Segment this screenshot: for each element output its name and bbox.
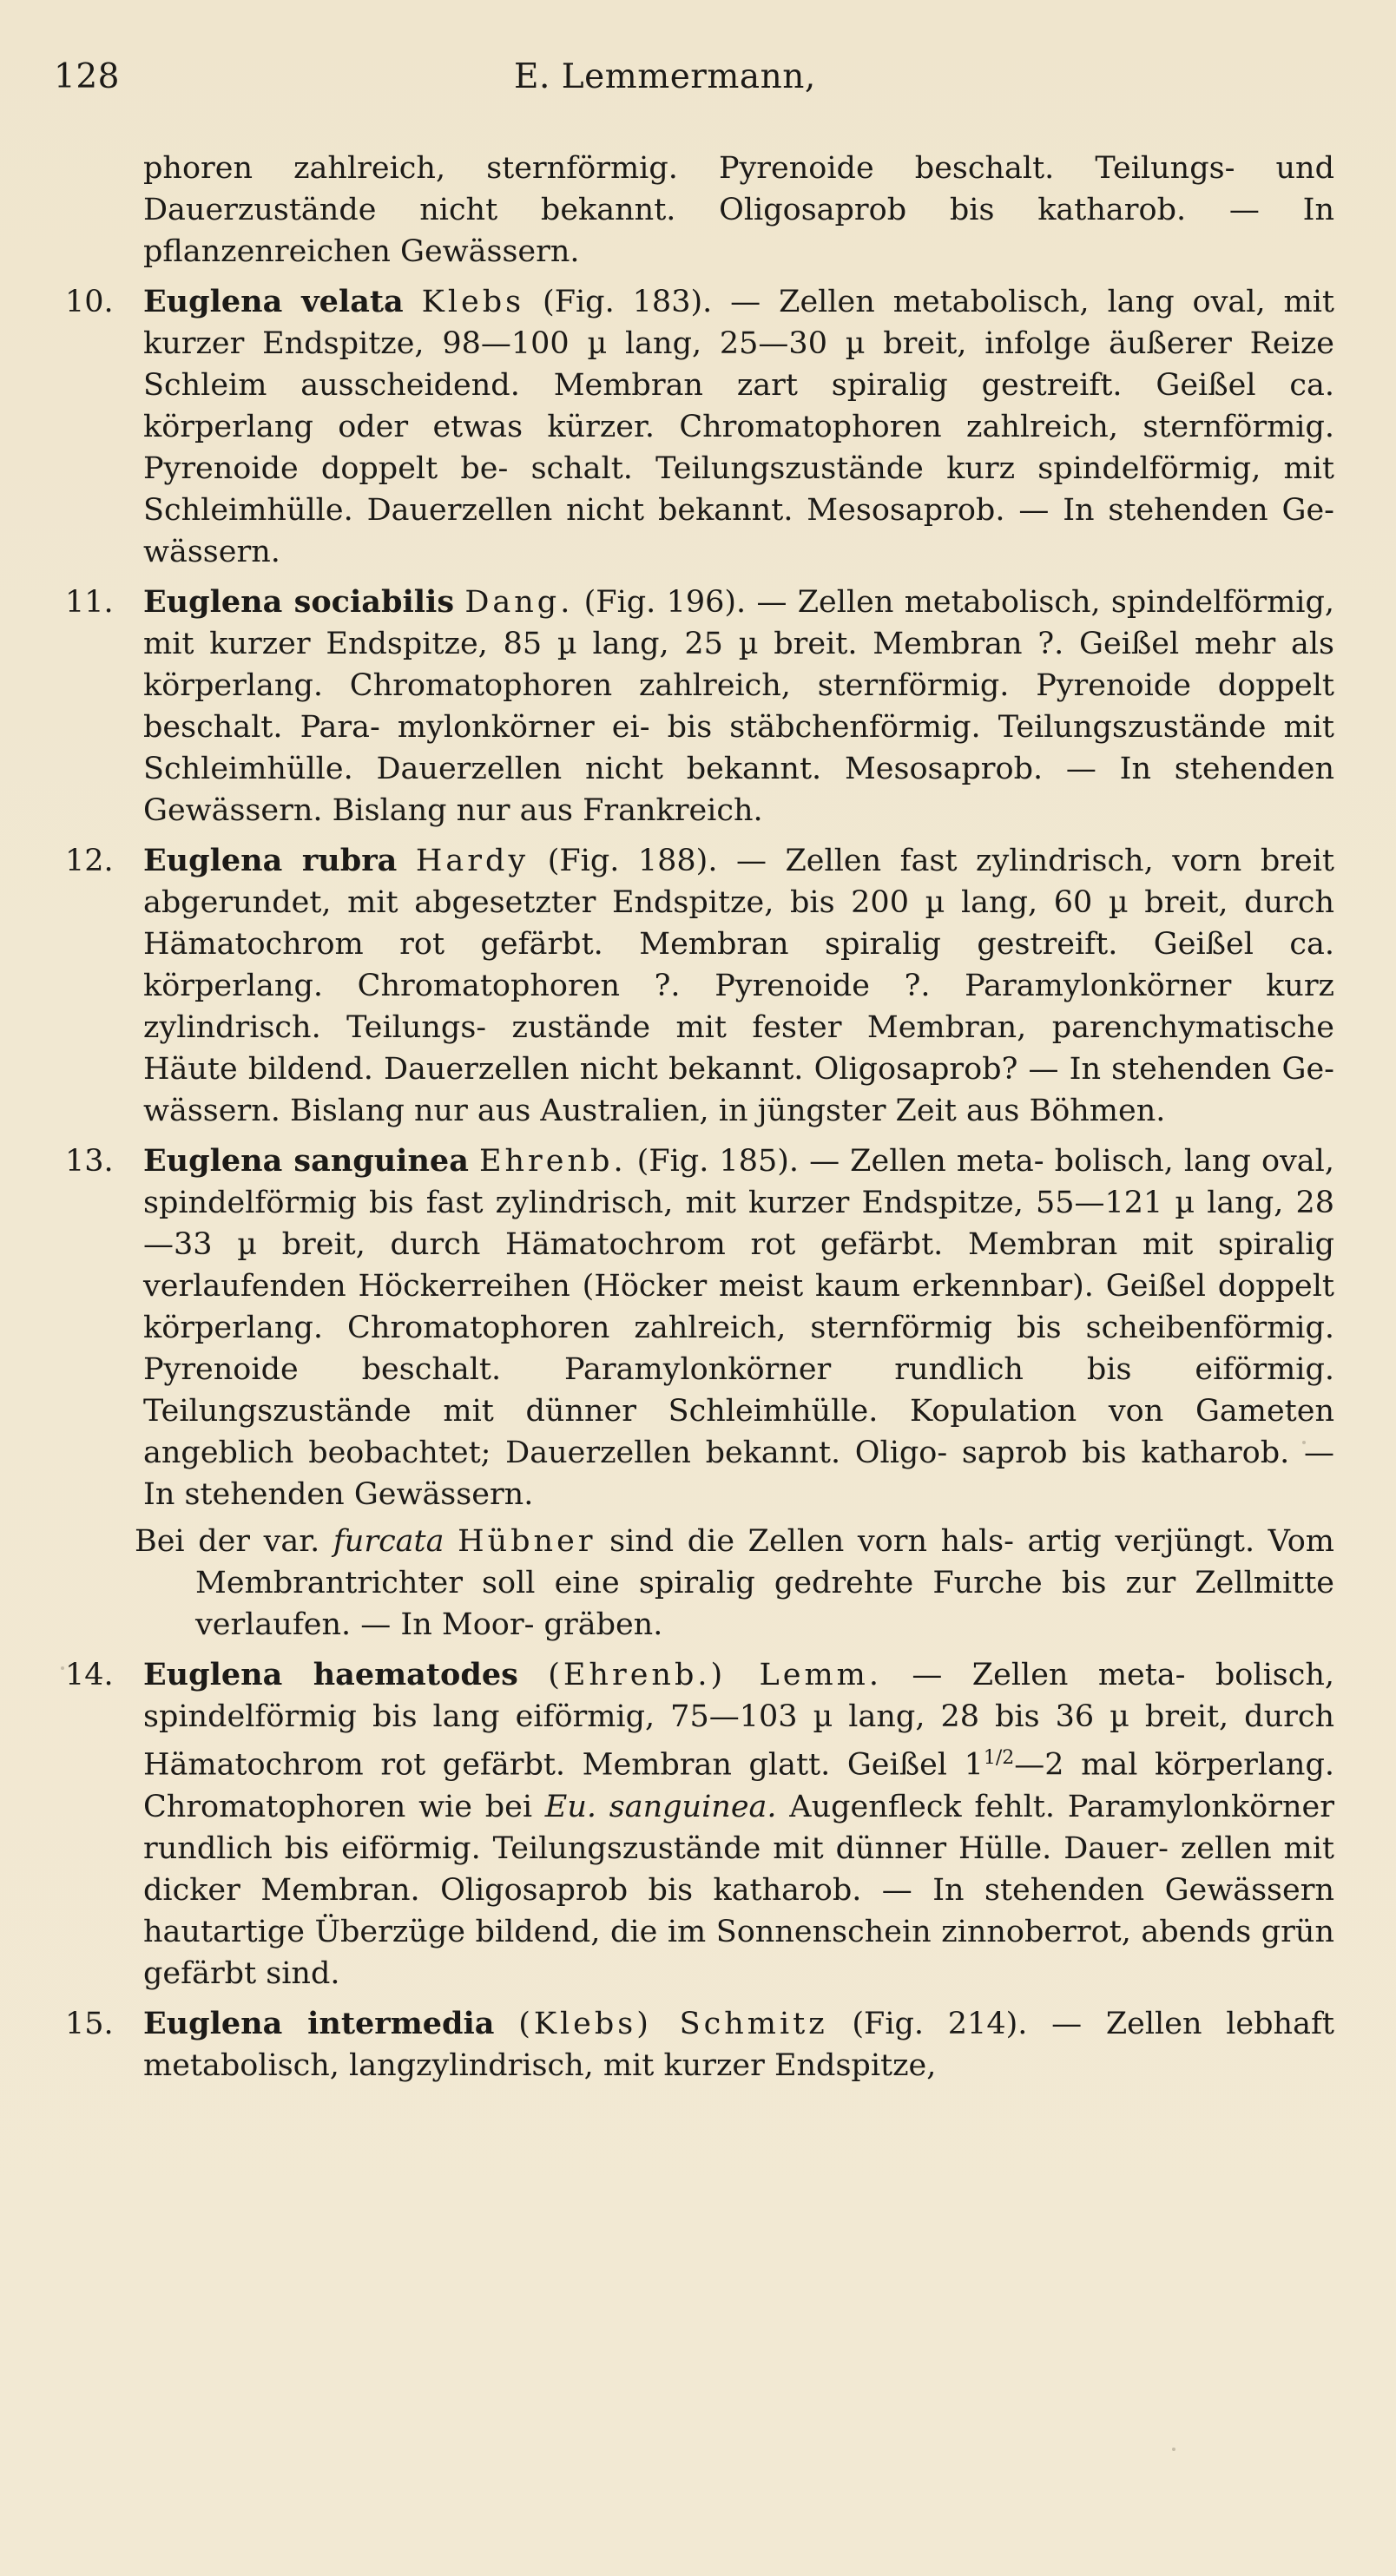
species-description: (Fig. 185). — Zellen meta- bolisch, lang oval, spindelförmig bis fast zylindrisch, mit kurzer Endspitze, 55—121 µ lang, 28—33 µ breit, durch Hämatochrom rot gefärbt. Membran mit spiralig verlaufenden Höckerreihen (Höcker meist kaum erkennbar). Geißel doppelt körperlang. Chromatophoren zahlreich, sternförmig bis scheibenförmig. Pyrenoide beschalt. Paramylonkörner rundlich bis eiförmig. Teilungszustände mit dünner Schleimhülle. Kopulation von Gameten angeblich beobachtet; Dauerzellen bekannt. Oligo- saprob bis katharob. — In stehenden Gewässern. <box>143 1144 1334 1512</box>
species-name: Euglena haematodes <box>143 1657 518 1692</box>
species-name: Euglena sanguinea <box>143 1143 469 1179</box>
species-description-c: Augenfleck fehlt. Paramylonkörner rundlich bis eiförmig. Teilungszustände mit dünner Hülle. Dauer- zellen mit dicker Membran. Oligosaprob bis katharob. — In stehenden Gewässern hautartige Überzüge bildend, die im Sonnenschein zinnoberrot, abends grün gefärbt sind. <box>143 1789 1334 1991</box>
species-description: (Fig. 214). — Zellen lebhaft metabolisch, langzylindrisch, mit kurzer Endspitze, <box>143 2006 1334 2083</box>
paper-speck <box>1302 1441 1306 1444</box>
fraction: 1/2 <box>983 1747 1015 1769</box>
species-description-a: — Zellen meta- bolisch, spindelförmig bis lang eiförmig, 75—103 µ lang, 28 bis 36 µ breit, durch Hämatochrom rot gefärbt. Membran glatt. Geißel 1 <box>143 1658 1334 1783</box>
species-author: Dang. <box>464 585 574 620</box>
species-name: Euglena intermedia <box>143 2005 495 2041</box>
paper-speck <box>61 1666 64 1670</box>
variety-paragraph <box>135 1521 1334 1646</box>
entry-number: 14. <box>65 1658 114 1692</box>
species-reference: Eu. sanguinea. <box>544 1789 777 1824</box>
species-name: Euglena velata <box>143 284 404 319</box>
species-entry-12 <box>65 840 1334 1132</box>
entry-number: 15. <box>65 2006 114 2041</box>
species-name: Euglena rubra <box>143 843 398 878</box>
continuation-paragraph <box>65 148 1334 273</box>
page-number: 128 <box>54 57 120 96</box>
species-author: Ehrenb. <box>478 1144 627 1179</box>
species-name: Euglena sociabilis <box>143 584 455 620</box>
species-entry-10 <box>65 281 1334 573</box>
page-body <box>65 148 1334 2095</box>
page-header <box>54 57 1339 109</box>
variety-name: furcata <box>333 1524 444 1559</box>
running-title: E. Lemmermann, <box>514 57 816 96</box>
species-description: (Fig. 196). — Zellen metabolisch, spindelförmig, mit kurzer Endspitze, 85 µ lang, 25 µ breit. Membran ?. Geißel mehr als körperlang. Chromatophoren zahlreich, sternförmig. Pyrenoide doppelt beschalt. Para- mylonkörner ei- bis stäbchenförmig. Teilungszustände mit Schleimhülle. Dauerzellen nicht bekannt. Mesosaprob. — In stehenden Gewässern. Bislang nur aus Frankreich. <box>143 585 1334 828</box>
entry-number: 12. <box>65 844 114 878</box>
species-author: Klebs <box>421 285 525 319</box>
species-entry-15 <box>65 2003 1334 2086</box>
entry-number: 13. <box>65 1144 114 1179</box>
species-entry-13 <box>65 1140 1334 1515</box>
continuation-text: phoren zahlreich, sternförmig. Pyrenoide beschalt. Teilungs- und Dauerzustände nicht bekannt. Oligosaprob bis katharob. — In pflanzenreichen Gewässern. <box>143 151 1334 269</box>
entry-number: 10. <box>65 285 114 319</box>
species-description: (Fig. 188). — Zellen fast zylindrisch, vorn breit abgerundet, mit abgesetzter Endspitze, bis 200 µ lang, 60 µ breit, durch Hämatochrom rot gefärbt. Membran spiralig gestreift. Geißel ca. körperlang. Chromatophoren ?. Pyrenoide ?. Paramylonkörner kurz zylindrisch. Teilungs- zustände mit fester Membran, parenchymatische Häute bildend. Dauerzellen nicht bekannt. Oligosaprob? — In stehenden Ge- wässern. Bislang nur aus Australien, in jüngster Zeit aus Böhmen. <box>143 844 1334 1128</box>
species-entry-11 <box>65 582 1334 831</box>
species-author: Hardy <box>415 844 530 878</box>
variety-description: sind die Zellen vorn hals- artig verjüngt. Vom Membrantrichter soll eine spiralig gedrehte Furche bis zur Zellmitte verlaufen. — In Moor- gräben. <box>195 1524 1334 1642</box>
variety-prefix: Bei der var. <box>135 1524 320 1559</box>
species-entry-14 <box>65 1654 1334 1994</box>
entry-number: 11. <box>65 585 114 620</box>
species-description: (Fig. 183). — Zellen metabolisch, lang oval, mit kurzer Endspitze, 98—100 µ lang, 25—30 µ breit, infolge äußerer Reize Schleim ausscheidend. Membran zart spiralig gestreift. Geißel ca. körperlang oder etwas kürzer. Chromatophoren zahlreich, sternförmig. Pyrenoide doppelt be- schalt. Teilungszustände kurz spindelförmig, mit Schleimhülle. Dauerzellen nicht bekannt. Mesosaprob. — In stehenden Ge- wässern. <box>143 285 1334 569</box>
variety-author: Hübner <box>458 1524 596 1559</box>
species-description-b: —2 mal körperlang. Chromatophoren wie bei <box>143 1747 1334 1824</box>
species-author: (Ehrenb.) Lemm. <box>548 1658 882 1692</box>
paper-speck <box>1172 2448 1175 2451</box>
species-author: (Klebs) Schmitz <box>518 2006 828 2041</box>
